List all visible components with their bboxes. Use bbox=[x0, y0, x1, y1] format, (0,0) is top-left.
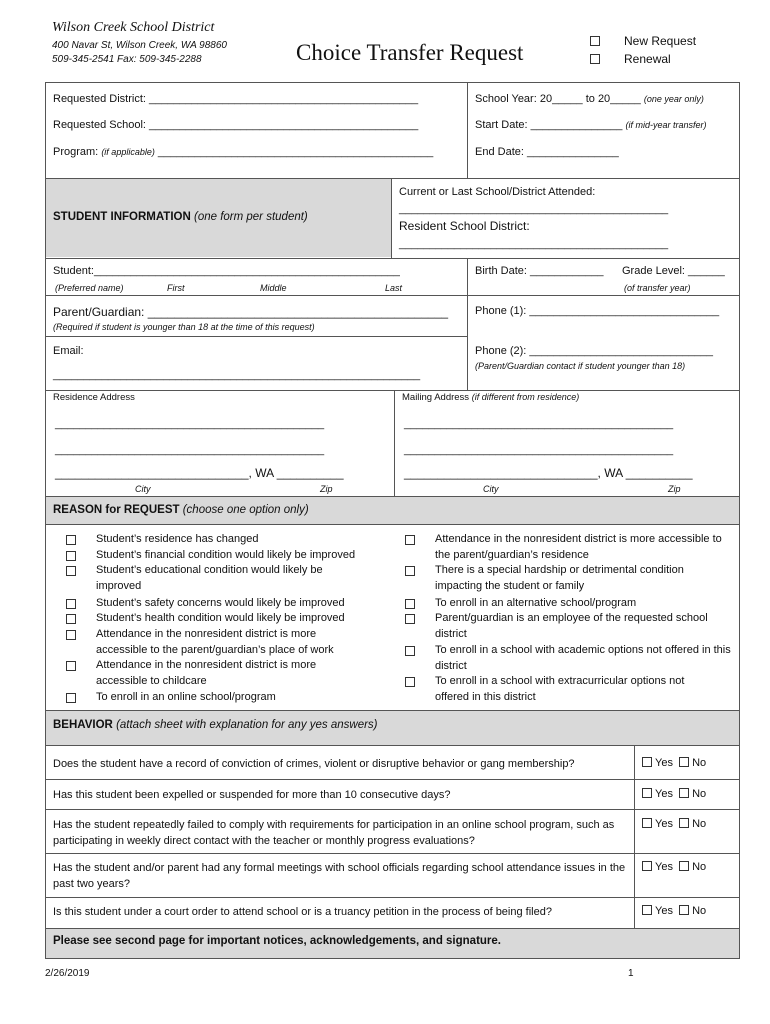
yes-checkbox[interactable] bbox=[642, 757, 652, 767]
mailing-city-label: City bbox=[483, 484, 499, 494]
reason-option-hardship[interactable]: There is a special hardship or detrimental condition impacting the student or family bbox=[405, 563, 735, 595]
behavior-answer-expelled[interactable]: Yes No bbox=[642, 788, 706, 800]
reason-checkbox[interactable] bbox=[66, 566, 76, 576]
form-title: Choice Transfer Request bbox=[296, 40, 524, 65]
residence-line-1[interactable]: ____________________________________________ bbox=[55, 418, 325, 430]
start-date-field[interactable]: Start Date: _______________ (if mid-year transfer) bbox=[475, 119, 707, 131]
resident-district-field[interactable]: ____________________________________________ bbox=[399, 238, 669, 250]
residence-city-zip-field[interactable]: _____________________________, WA __________ bbox=[55, 466, 344, 480]
residence-address-label: Residence Address bbox=[53, 392, 135, 403]
reason-checkbox[interactable] bbox=[405, 535, 415, 545]
name-part-preferred: (Preferred name) bbox=[55, 283, 124, 293]
reason-option-parent-residence[interactable]: Attendance in the nonresident district is more accessible to the parent/guardian’s residence bbox=[405, 532, 735, 564]
reason-checkbox[interactable] bbox=[405, 566, 415, 576]
requested-school-field[interactable]: Requested School: ____________________________________________ bbox=[53, 119, 419, 131]
email-label: Email: bbox=[53, 345, 84, 357]
reason-checkbox[interactable] bbox=[66, 551, 76, 561]
no-checkbox[interactable] bbox=[679, 757, 689, 767]
reason-heading: REASON for REQUEST (choose one option only) bbox=[53, 504, 309, 516]
mailing-line-2[interactable]: ____________________________________________ bbox=[404, 444, 674, 456]
renewal-option[interactable]: Renewal bbox=[590, 52, 671, 66]
reason-option-safety[interactable]: Student’s safety concerns would likely be improved bbox=[66, 596, 396, 612]
reason-option-academic[interactable]: To enroll in a school with academic options not offered in this district bbox=[405, 643, 735, 675]
reason-checkbox[interactable] bbox=[66, 630, 76, 640]
student-name-field[interactable]: Student:__________________________________________________ bbox=[53, 265, 400, 277]
grade-level-field[interactable]: Grade Level: ______ bbox=[622, 265, 725, 277]
name-part-first: First bbox=[167, 283, 185, 293]
behavior-answer-conviction[interactable]: Yes No bbox=[642, 757, 706, 769]
reason-checkbox[interactable] bbox=[405, 599, 415, 609]
residence-zip-label: Zip bbox=[320, 484, 333, 494]
behavior-question-expelled: Has this student been expelled or suspended for more than 10 consecutive days? bbox=[53, 789, 451, 801]
second-page-note: Please see second page for important notices, acknowledgements, and signature. bbox=[53, 935, 501, 947]
yes-checkbox[interactable] bbox=[642, 905, 652, 915]
reason-option-financial[interactable]: Student’s financial condition would likely be improved bbox=[66, 548, 396, 564]
phone2-field[interactable]: Phone (2): ______________________________ bbox=[475, 345, 713, 357]
mailing-line-1[interactable]: ____________________________________________ bbox=[404, 418, 674, 430]
reason-option-parent-work[interactable]: Attendance in the nonresident district is more accessible to the parent/guardian’s place of work bbox=[66, 627, 396, 659]
reason-checkbox[interactable] bbox=[405, 614, 415, 624]
parent-guardian-field[interactable]: Parent/Guardian: _____________________________________________ bbox=[53, 305, 449, 319]
mailing-city-zip-field[interactable]: _____________________________, WA __________ bbox=[404, 466, 693, 480]
no-checkbox[interactable] bbox=[679, 788, 689, 798]
mailing-address-label: Mailing Address (if different from residence) bbox=[402, 392, 580, 403]
current-school-label: Current or Last School/District Attended: bbox=[399, 186, 596, 198]
residence-city-label: City bbox=[135, 484, 151, 494]
reason-checkbox[interactable] bbox=[66, 599, 76, 609]
behavior-question-attendance-meetings: Has the student and/or parent had any formal meetings with school officials regarding school attendance issues in the past two years? bbox=[53, 862, 626, 890]
reason-checkbox[interactable] bbox=[66, 661, 76, 671]
phone2-note: (Parent/Guardian contact if student younger than 18) bbox=[475, 361, 686, 371]
residence-line-2[interactable]: ____________________________________________ bbox=[55, 444, 325, 456]
yes-checkbox[interactable] bbox=[642, 818, 652, 828]
reason-option-childcare[interactable]: Attendance in the nonresident district is more accessible to childcare bbox=[66, 658, 396, 690]
mailing-zip-label: Zip bbox=[668, 484, 681, 494]
reason-option-residence-changed[interactable]: Student’s residence has changed bbox=[66, 532, 396, 548]
behavior-answer-attendance-meetings[interactable]: Yes No bbox=[642, 861, 706, 873]
district-phone-fax: 509-345-2541 Fax: 509-345-2288 bbox=[52, 54, 202, 65]
reason-checkbox[interactable] bbox=[66, 693, 76, 703]
behavior-answer-court-order[interactable]: Yes No bbox=[642, 905, 706, 917]
reason-option-extracurricular[interactable]: To enroll in a school with extracurricular options not offered in this district bbox=[405, 674, 735, 706]
reason-checkbox[interactable] bbox=[66, 614, 76, 624]
footer-date: 2/26/2019 bbox=[45, 968, 90, 979]
behavior-question-conviction: Does the student have a record of conviction of crimes, violent or disruptive behavior or gang membership? bbox=[53, 758, 575, 770]
footer-page-number: 1 bbox=[628, 968, 634, 979]
reason-option-educational[interactable]: Student’s educational condition would likely be improved bbox=[66, 563, 396, 595]
behavior-heading: BEHAVIOR (attach sheet with explanation for any yes answers) bbox=[53, 719, 378, 731]
renewal-checkbox[interactable] bbox=[590, 54, 600, 64]
birth-date-field[interactable]: Birth Date: ____________ bbox=[475, 265, 604, 277]
yes-checkbox[interactable] bbox=[642, 788, 652, 798]
phone1-field[interactable]: Phone (1): _______________________________ bbox=[475, 305, 720, 317]
reason-checkbox[interactable] bbox=[66, 535, 76, 545]
current-school-field[interactable]: ____________________________________________ bbox=[399, 203, 669, 215]
reason-checkbox[interactable] bbox=[405, 646, 415, 656]
behavior-question-online-compliance: Has the student repeatedly failed to comply with requirements for participation in an online school program, such as participating in weekly direct contact with the teacher or monthly progress evaluations? bbox=[53, 819, 615, 847]
yes-checkbox[interactable] bbox=[642, 861, 652, 871]
new-request-option[interactable]: New Request bbox=[590, 34, 696, 48]
student-info-heading: STUDENT INFORMATION (one form per student) bbox=[53, 211, 308, 223]
behavior-answer-online-compliance[interactable]: Yes No bbox=[642, 818, 706, 830]
program-field[interactable]: Program: (if applicable) _____________________________________________ bbox=[53, 146, 434, 158]
grade-level-note: (of transfer year) bbox=[624, 283, 691, 293]
behavior-question-court-order: Is this student under a court order to attend school or is a truancy petition in the process of being filed? bbox=[53, 906, 552, 918]
reason-checkbox[interactable] bbox=[405, 677, 415, 687]
district-address: 400 Navar St, Wilson Creek, WA 98860 bbox=[52, 40, 227, 51]
name-part-middle: Middle bbox=[260, 283, 287, 293]
no-checkbox[interactable] bbox=[679, 818, 689, 828]
end-date-field[interactable]: End Date: _______________ bbox=[475, 146, 619, 158]
new-request-checkbox[interactable] bbox=[590, 36, 600, 46]
requested-district-field[interactable]: Requested District: ____________________________________________ bbox=[53, 93, 419, 105]
school-year-field[interactable]: School Year: 20_____ to 20_____ (one year only) bbox=[475, 93, 704, 105]
no-checkbox[interactable] bbox=[679, 861, 689, 871]
reason-option-online-school[interactable]: To enroll in an online school/program bbox=[66, 690, 396, 706]
reason-option-employee[interactable]: Parent/guardian is an employee of the requested school district bbox=[405, 611, 735, 643]
district-name: Wilson Creek School District bbox=[52, 20, 215, 35]
name-part-last: Last bbox=[385, 283, 403, 293]
email-field[interactable]: ____________________________________________________________ bbox=[53, 369, 421, 381]
reason-option-health[interactable]: Student’s health condition would likely be improved bbox=[66, 611, 396, 627]
parent-guardian-note: (Required if student is younger than 18 at the time of this request) bbox=[53, 322, 315, 332]
no-checkbox[interactable] bbox=[679, 905, 689, 915]
reason-option-alternative[interactable]: To enroll in an alternative school/program bbox=[405, 596, 735, 612]
resident-district-label: Resident School District: bbox=[399, 219, 530, 233]
